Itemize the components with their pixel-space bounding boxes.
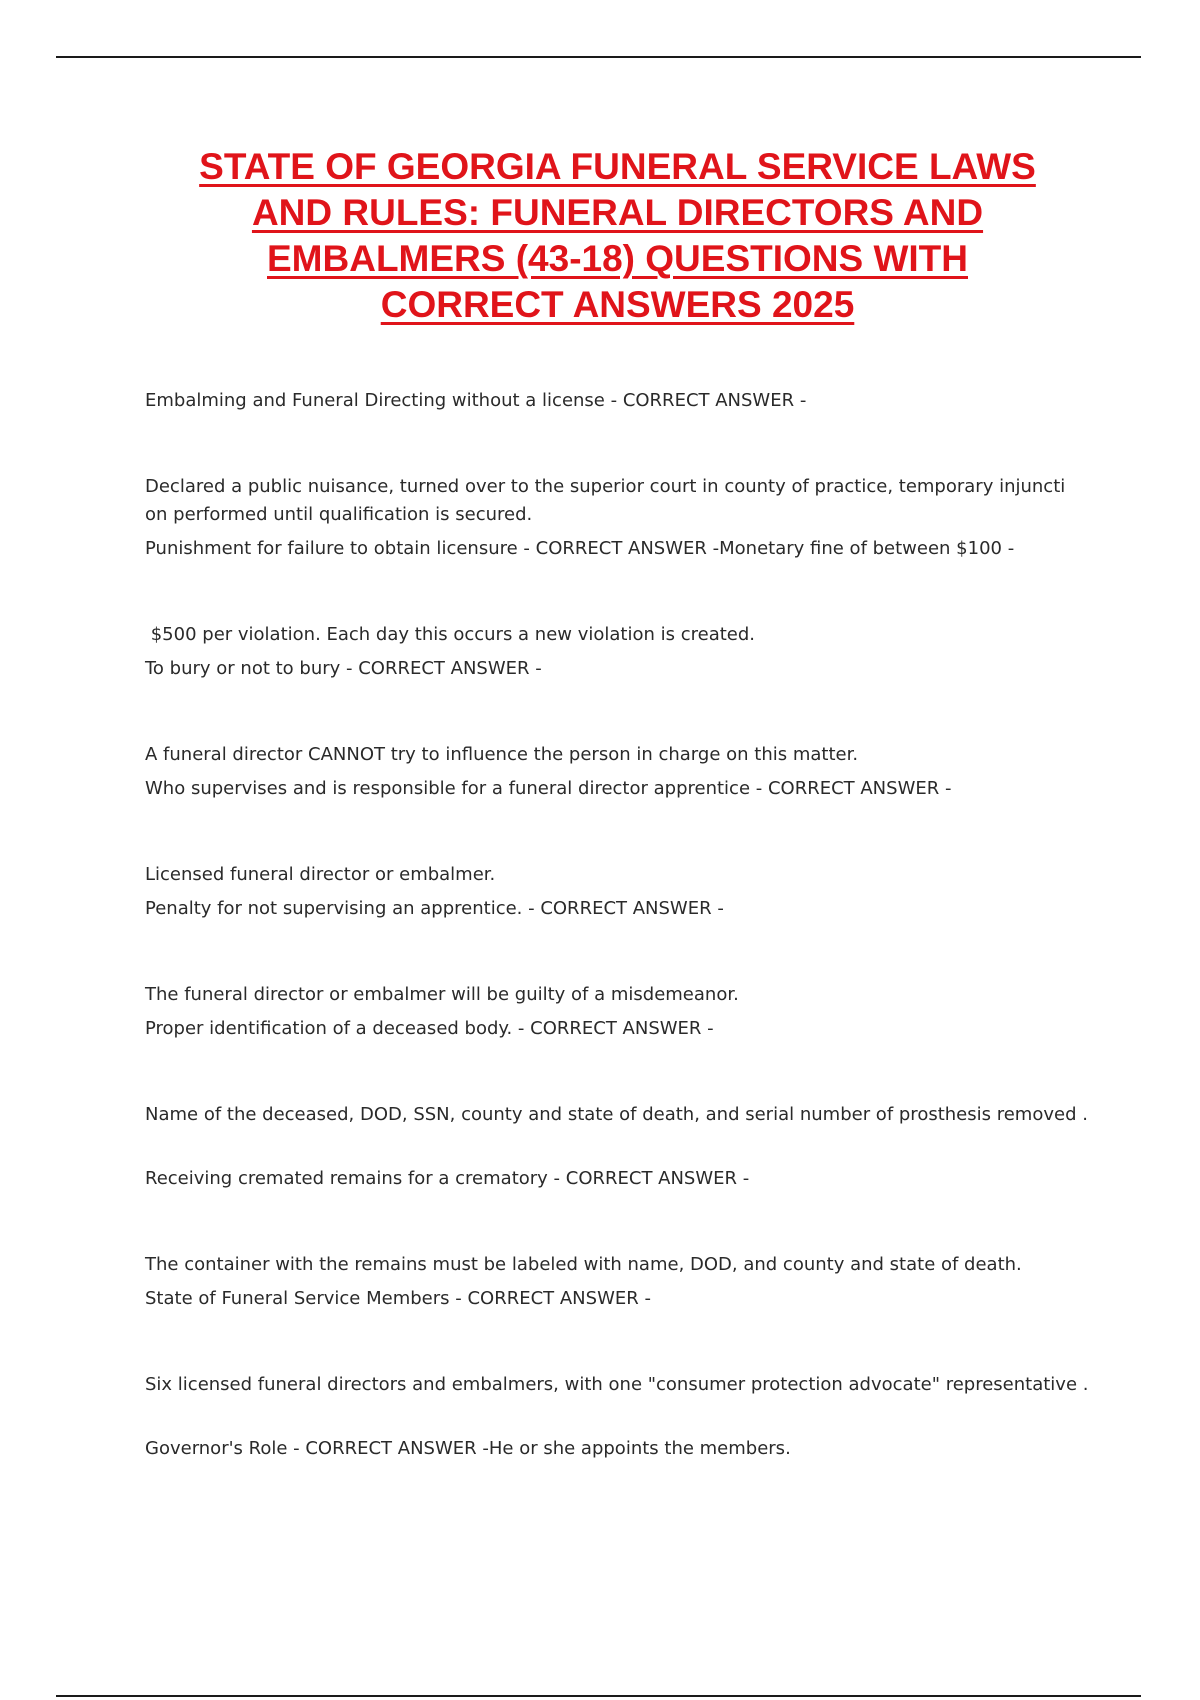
answer-text: $500 per violation. Each day this occurs a new violation is created. [145, 623, 756, 645]
title-line: EMBALMERS (43-18) QUESTIONS WITH [267, 238, 968, 279]
question-text: Embalming and Funeral Directing without a license - CORRECT ANSWER - [145, 390, 807, 411]
answer-text: Declared a public nuisance, turned over to the superior court in county of practice, temporary injuncti on performed until qualification is secured. [145, 475, 1071, 525]
title-line: STATE OF GEORGIA FUNERAL SERVICE LAWS [199, 146, 1036, 187]
top-rule [56, 56, 1141, 58]
question-text: Governor's Role - CORRECT ANSWER -He or she appoints the members. [145, 1438, 791, 1459]
title-line: CORRECT ANSWERS 2025 [380, 284, 855, 325]
answer-text: A funeral director CANNOT try to influence the person in charge on this matter. [145, 743, 859, 765]
qa-entry [145, 1378, 1090, 1492]
question-text: Receiving cremated remains for a crematory - CORRECT ANSWER - [145, 1168, 750, 1189]
answer-text: The container with the remains must be labeled with name, DOD, and county and state of death. [145, 1253, 1022, 1275]
question-text: State of Funeral Service Members - CORRECT ANSWER - [145, 1288, 651, 1309]
bottom-rule [56, 1695, 1141, 1697]
answer-text: Name of the deceased, DOD, SSN, county and state of death, and serial number of prosthesis removed . [145, 1103, 1088, 1125]
question-text: To bury or not to bury - CORRECT ANSWER - [145, 658, 542, 679]
title-line: AND RULES: FUNERAL DIRECTORS AND [251, 192, 984, 233]
question-text: Proper identification of a deceased body. - CORRECT ANSWER - [145, 1018, 714, 1039]
answer-text: Six licensed funeral directors and embalmers, with one "consumer protection advocate" representative . [145, 1373, 1089, 1395]
question-text: Punishment for failure to obtain licensure - CORRECT ANSWER -Monetary fine of between $100 - [145, 538, 1015, 559]
answer-text: The funeral director or embalmer will be guilty of a misdemeanor. [145, 983, 739, 1005]
question-text: Who supervises and is responsible for a funeral director apprentice - CORRECT ANSWER - [145, 778, 952, 799]
answer-text: Licensed funeral director or embalmer. [145, 863, 496, 885]
question-text: Penalty for not supervising an apprentice. - CORRECT ANSWER - [145, 898, 724, 919]
document-title [130, 144, 1105, 328]
